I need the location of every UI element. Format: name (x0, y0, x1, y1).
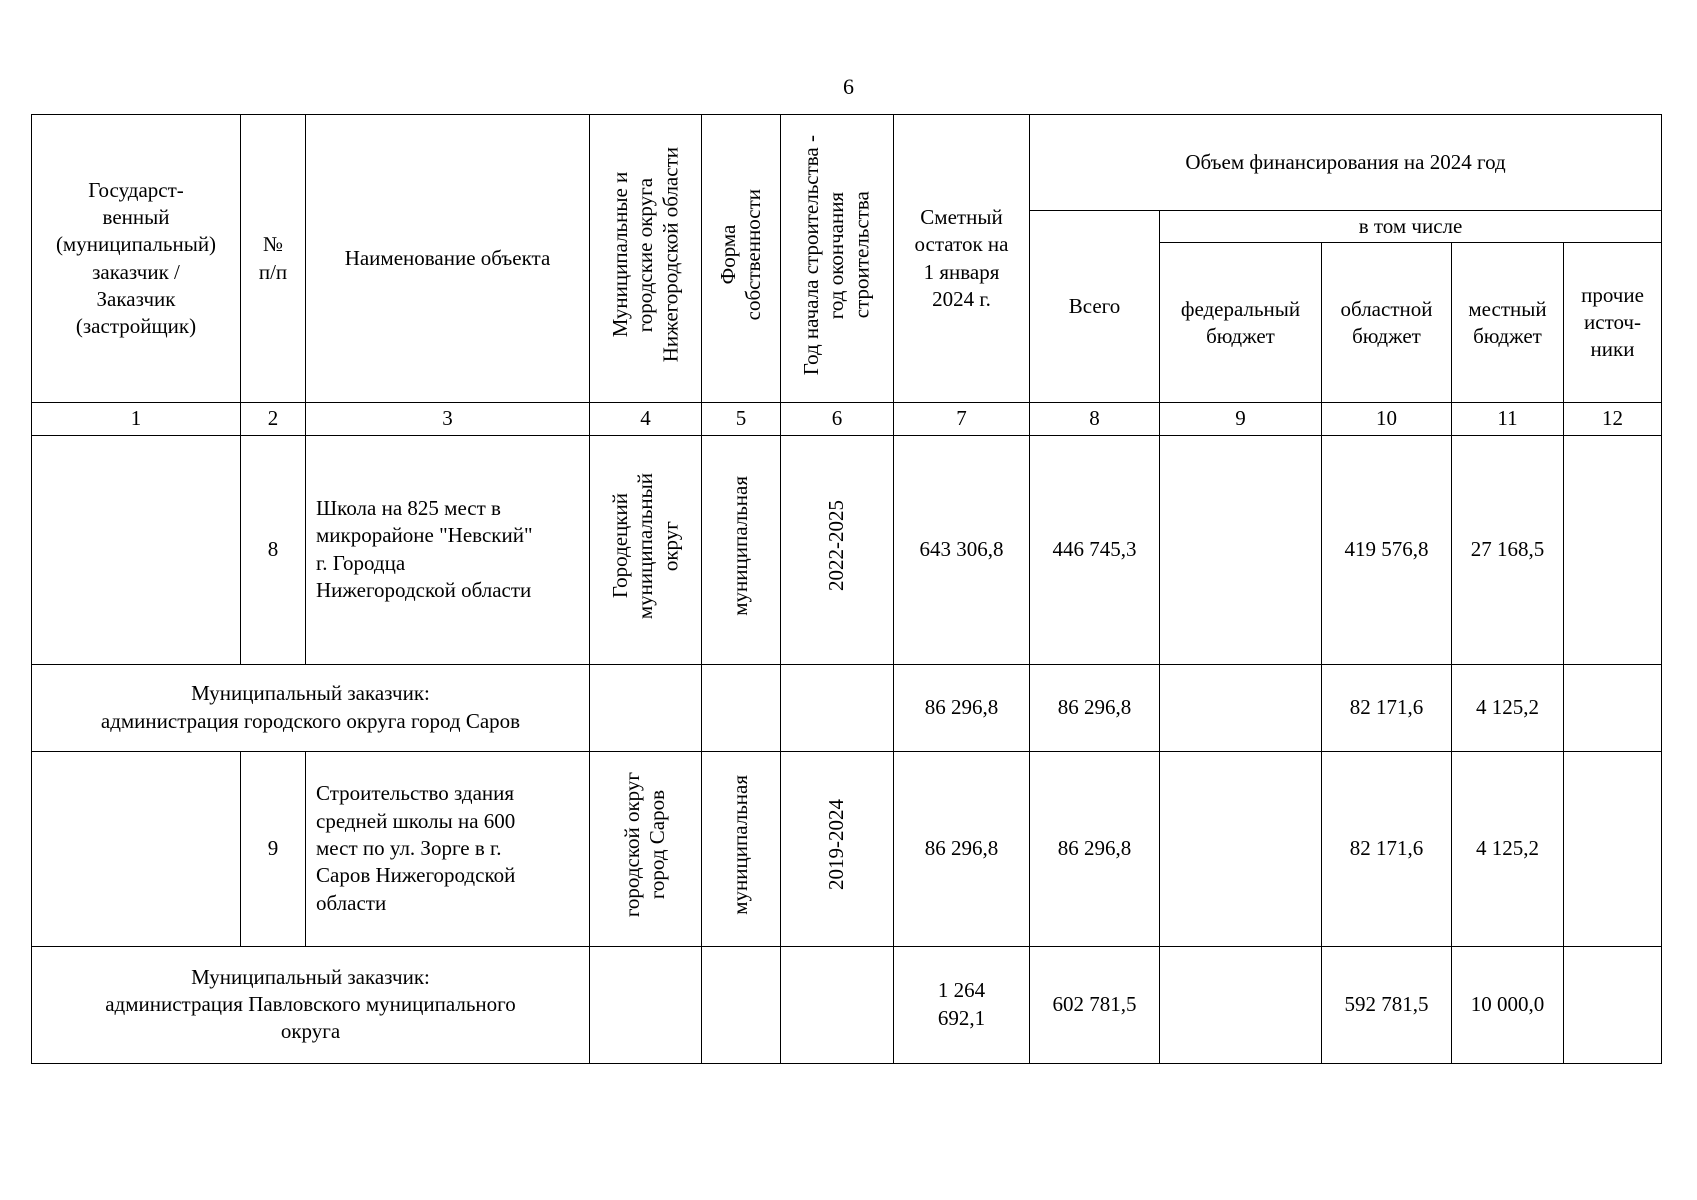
customer-label: Муниципальный заказчик: администрация городского округа город Саров (32, 664, 590, 751)
header-including: в том числе (1160, 211, 1662, 243)
header-remainder: Сметный остаток на 1 января 2024 г. (894, 115, 1030, 403)
column-number: 8 (1030, 403, 1160, 435)
header-local: местный бюджет (1452, 243, 1564, 403)
header-total: Всего (1030, 211, 1160, 403)
other-cell (1564, 435, 1662, 664)
column-number: 9 (1160, 403, 1322, 435)
federal-cell (1160, 664, 1322, 751)
remainder-cell: 86 296,8 (894, 751, 1030, 946)
row-number: 9 (241, 751, 306, 946)
district-cell: городской округ город Саров (590, 751, 702, 946)
remainder-cell: 643 306,8 (894, 435, 1030, 664)
header-federal: федеральный бюджет (1160, 243, 1322, 403)
remainder-cell: 1 264 692,1 (894, 946, 1030, 1063)
district-cell: Городецкий муниципальный округ (590, 435, 702, 664)
row-number: 8 (241, 435, 306, 664)
other-cell (1564, 751, 1662, 946)
customer-label: Муниципальный заказчик: администрация Павловского муниципального округа (32, 946, 590, 1063)
column-number: 6 (781, 403, 894, 435)
header-regional: областной бюджет (1322, 243, 1452, 403)
column-number: 7 (894, 403, 1030, 435)
total-cell: 446 745,3 (1030, 435, 1160, 664)
years-cell (781, 664, 894, 751)
district-cell (590, 664, 702, 751)
regional-cell: 419 576,8 (1322, 435, 1452, 664)
object-name: Школа на 825 мест в микрорайоне "Невский" г. Городца Нижегородской области (306, 435, 590, 664)
header-years: Год начала строительства - год окончания строительства (781, 115, 894, 403)
header-number: № п/п (241, 115, 306, 403)
page-number: 6 (843, 74, 854, 99)
column-number: 1 (32, 403, 241, 435)
object-name: Строительство здания средней школы на 600 мест по ул. Зорге в г. Саров Нижегородской области (306, 751, 590, 946)
district-cell (590, 946, 702, 1063)
column-number: 4 (590, 403, 702, 435)
total-cell: 602 781,5 (1030, 946, 1160, 1063)
header-other: прочие источ- ники (1564, 243, 1662, 403)
local-cell: 27 168,5 (1452, 435, 1564, 664)
header-ownership: Форма собственности (702, 115, 781, 403)
header-financing: Объем финансирования на 2024 год (1030, 115, 1662, 211)
financing-table (31, 114, 1662, 1064)
regional-cell: 592 781,5 (1322, 946, 1452, 1063)
column-number: 12 (1564, 403, 1662, 435)
federal-cell (1160, 435, 1322, 664)
column-number: 5 (702, 403, 781, 435)
ownership-cell: муниципальная (702, 435, 781, 664)
header-customer: Государст- венный (муниципальный) заказчик / Заказчик (застройщик) (32, 115, 241, 403)
total-cell: 86 296,8 (1030, 751, 1160, 946)
customer-cell (32, 435, 241, 664)
column-numbers-row (32, 403, 1662, 435)
remainder-cell: 86 296,8 (894, 664, 1030, 751)
years-cell (781, 946, 894, 1063)
table-row (32, 664, 1662, 751)
ownership-cell (702, 946, 781, 1063)
column-number: 3 (306, 403, 590, 435)
column-number: 2 (241, 403, 306, 435)
other-cell (1564, 946, 1662, 1063)
federal-cell (1160, 946, 1322, 1063)
table-row (32, 751, 1662, 946)
table-row (32, 946, 1662, 1063)
header-row-1 (32, 115, 1662, 211)
column-number: 11 (1452, 403, 1564, 435)
header-district: Муниципальные и городские округа Нижегородской области (590, 115, 702, 403)
years-cell: 2022-2025 (781, 435, 894, 664)
years-cell: 2019-2024 (781, 751, 894, 946)
ownership-cell: муниципальная (702, 751, 781, 946)
local-cell: 4 125,2 (1452, 664, 1564, 751)
regional-cell: 82 171,6 (1322, 751, 1452, 946)
ownership-cell (702, 664, 781, 751)
total-cell: 86 296,8 (1030, 664, 1160, 751)
other-cell (1564, 664, 1662, 751)
regional-cell: 82 171,6 (1322, 664, 1452, 751)
local-cell: 10 000,0 (1452, 946, 1564, 1063)
table-row (32, 435, 1662, 664)
column-number: 10 (1322, 403, 1452, 435)
federal-cell (1160, 751, 1322, 946)
header-object-name: Наименование объекта (306, 115, 590, 403)
customer-cell (32, 751, 241, 946)
local-cell: 4 125,2 (1452, 751, 1564, 946)
